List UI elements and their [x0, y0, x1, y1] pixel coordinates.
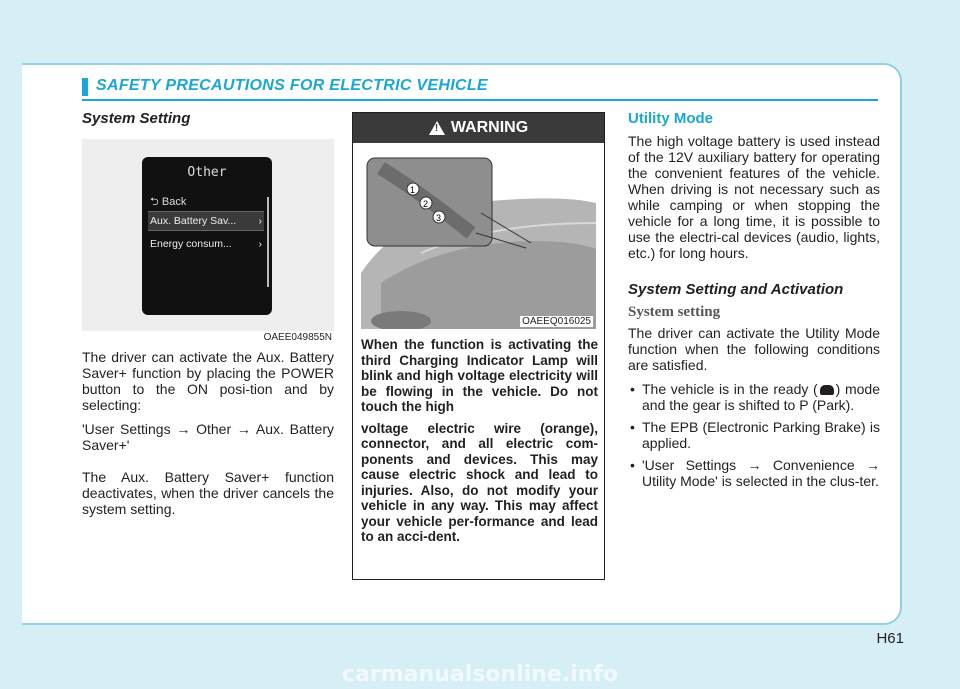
- left-column: [82, 108, 334, 525]
- warning-text-2: voltage electric wire (orange), connector, and all electric com-ponents and devices. This may cause electric shock and lead to injuries. Also, do not modify your vehicle in any way. This may affect your vehicle per-formance and lead to an acci-dent.: [361, 420, 598, 544]
- callout-2: 2: [423, 199, 429, 209]
- utility-mode-heading: Utility Mode: [628, 110, 713, 127]
- back-arrow-icon: ⮌: [150, 196, 159, 208]
- left-para-3: The Aux. Battery Saver+ function deactivates, when the driver cancels the system setting.: [82, 469, 334, 517]
- left-para-1: The driver can activate the Aux. Battery Saver+ function by placing the POWER button to the ON posi-tion and by selecting:: [82, 349, 334, 413]
- list-item: • 'User Settings → Convenience → Utility Mode' is selected in the clus-ter.: [628, 457, 880, 489]
- menu-item-aux-battery: [148, 211, 264, 231]
- screen-title: Other: [187, 165, 227, 180]
- chevron-right-icon: ›: [258, 238, 262, 250]
- back-label: Back: [161, 196, 187, 208]
- warning-text-1: When the function is activating the third Charging Indicator Lamp will blink and high voltage electricity will be flowing in the vehicle. Do not touch the high: [361, 337, 598, 414]
- warning-triangle-icon: [429, 121, 445, 135]
- screen-scrollbar: [267, 197, 269, 287]
- screen-back: [150, 193, 186, 212]
- cluster-screen: [142, 157, 272, 315]
- callout-3: 3: [436, 213, 442, 223]
- menu-item-energy: [148, 235, 264, 253]
- header-bar: [82, 78, 88, 96]
- list-item: [628, 381, 880, 413]
- menu-item-label: Energy consum...: [150, 238, 232, 250]
- bullet-text: ) mode and the gear is shifted to P (Park).: [642, 381, 880, 413]
- figure-code: OAEE049855N: [263, 332, 332, 343]
- chevron-right-icon: ›: [258, 215, 262, 227]
- callout-1: 1: [410, 185, 416, 195]
- ready-car-icon: [820, 385, 834, 395]
- system-setting-heading: System Setting: [82, 110, 191, 127]
- menu-item-label: Aux. Battery Sav...: [150, 215, 237, 227]
- system-setting-activation-heading: System Setting and Activation: [628, 281, 844, 298]
- section-title: SAFETY PRECAUTIONS FOR ELECTRIC VEHICLE: [96, 77, 488, 94]
- bullet-text: The vehicle is in the ready (: [642, 381, 818, 397]
- figure-code: OAEEQ016025: [522, 316, 591, 327]
- system-setting-subheading: System setting: [628, 304, 721, 320]
- watermark: carmanualsonline.info: [342, 662, 618, 687]
- car-illustration: [361, 153, 596, 329]
- warning-header: [353, 113, 604, 143]
- warning-label: WARNING: [450, 119, 529, 136]
- warning-text: [353, 329, 604, 545]
- page-number: H61: [876, 630, 904, 647]
- right-column: [628, 108, 880, 495]
- left-para-2: 'User Settings → Other → Aux. Battery Saver+': [82, 421, 334, 453]
- conditions-list: [628, 381, 880, 489]
- warning-box: [352, 112, 605, 580]
- section-header: [82, 76, 878, 98]
- list-item: • The EPB (Electronic Parking Brake) is applied.: [628, 419, 880, 451]
- cluster-figure: [82, 139, 334, 343]
- right-para-1: The high voltage battery is used instead of the 12V auxiliary battery for operating the convenient features of the vehicle. When driving is not necessary such as while camping or when stopping the vehicle for a long time, it is possible to use the electri-cal devices (audio, lights, etc.) for long hours.: [628, 133, 880, 261]
- right-para-2: The driver can activate the Utility Mode function when the following conditions are satisfied.: [628, 325, 880, 373]
- car-figure: [361, 153, 596, 329]
- header-rule: [82, 99, 878, 101]
- warning-column: [352, 112, 605, 580]
